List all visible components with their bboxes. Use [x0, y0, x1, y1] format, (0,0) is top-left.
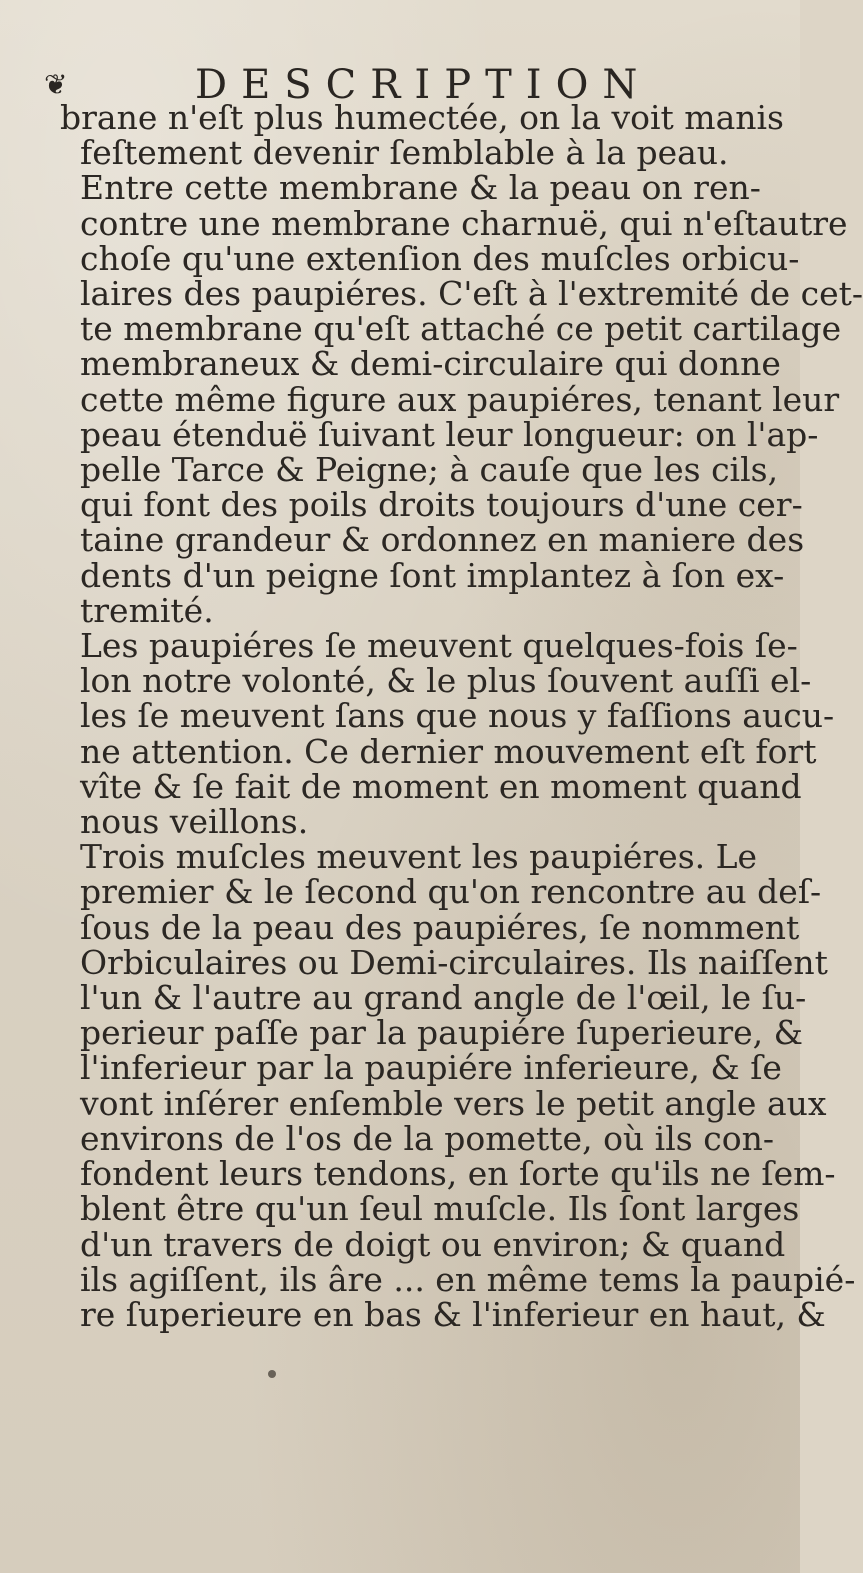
text-line: vîte & ſe fait de moment en moment quand: [80, 766, 802, 806]
text-line: l'inferieur par la paupiére inferieure, & ſe: [80, 1048, 782, 1088]
text-line: l'un & l'autre au grand angle de l'œil, le ſu-: [80, 978, 807, 1018]
text-line: vont inſérer enſemble vers le petit angle aux: [80, 1083, 827, 1123]
text-line: cette même figure aux paupiéres, tenant leur: [80, 379, 840, 419]
body-text: [40, 98, 863, 1334]
text-line: les ſe meuvent ſans que nous y faſſions aucu-: [80, 696, 835, 736]
text-line: fondent leurs tendons, en ſorte qu'ils ne ſem-: [80, 1154, 836, 1194]
text-line: blent être qu'un ſeul muſcle. Ils ſont larges: [80, 1189, 800, 1229]
text-line: ne attention. Ce dernier mouvement eſt fort: [80, 731, 817, 771]
text-line: Entre cette membrane & la peau on ren-: [80, 168, 761, 208]
ink-speck: [268, 1370, 276, 1378]
text-line: nous veillons.: [80, 802, 309, 842]
text-line: environs de l'os de la pomette, où ils con-: [80, 1118, 774, 1158]
text-line: contre une membrane charnuë, qui n'eſtautre: [80, 203, 848, 243]
ornament-icon: ❦: [44, 68, 68, 101]
text-line: Les paupiéres ſe meuvent quelques-fois ſe-: [80, 626, 798, 666]
text-line: peau étenduë ſuivant leur longueur: on l'ap-: [80, 414, 819, 454]
text-line: d'un travers de doigt ou environ; & quand: [80, 1224, 786, 1264]
running-title: DESCRIPTION: [195, 62, 652, 108]
text-line: perieur paſſe par la paupiére ſuperieure, &: [80, 1013, 804, 1053]
text-line: Orbiculaires ou Demi-circulaires. Ils naiſſent: [80, 942, 828, 982]
text-line: dents d'un peigne ſont implantez à ſon ex-: [80, 555, 785, 595]
text-line: lon notre volonté, & le plus ſouvent auſſi el-: [80, 661, 812, 701]
text-line: choſe qu'une extenſion des muſcles orbicu-: [80, 238, 800, 278]
text-line: ils agiſſent, ils âre ... en même tems la paupié-: [80, 1259, 856, 1299]
text-line: taine grandeur & ordonnez en maniere des: [80, 520, 805, 560]
text-line: pelle Tarce & Peigne; à cauſe que les cils,: [80, 450, 779, 490]
text-line: feſtement devenir ſemblable à la peau.: [80, 133, 729, 173]
text-line: brane n'eſt plus humectée, on la voit manis: [60, 98, 784, 137]
text-line: Trois muſcles meuvent les paupiéres. Le: [80, 837, 758, 877]
text-line: laires des paupiéres. C'eſt à l'extremité de cet-: [80, 274, 863, 314]
text-line: re ſuperieure en bas & l'inferieur en haut, &: [80, 1294, 826, 1334]
text-line: premier & le ſecond qu'on rencontre au deſ-: [80, 872, 822, 912]
text-line: ſous de la peau des paupiéres, ſe nomment: [80, 907, 800, 947]
text-line: qui font des poils droits toujours d'une cer-: [80, 485, 803, 525]
text-line: tremité.: [80, 590, 214, 630]
text-line: te membrane qu'eſt attaché ce petit cartilage: [80, 309, 842, 349]
text-line: membraneux & demi-circulaire qui donne: [80, 344, 781, 384]
